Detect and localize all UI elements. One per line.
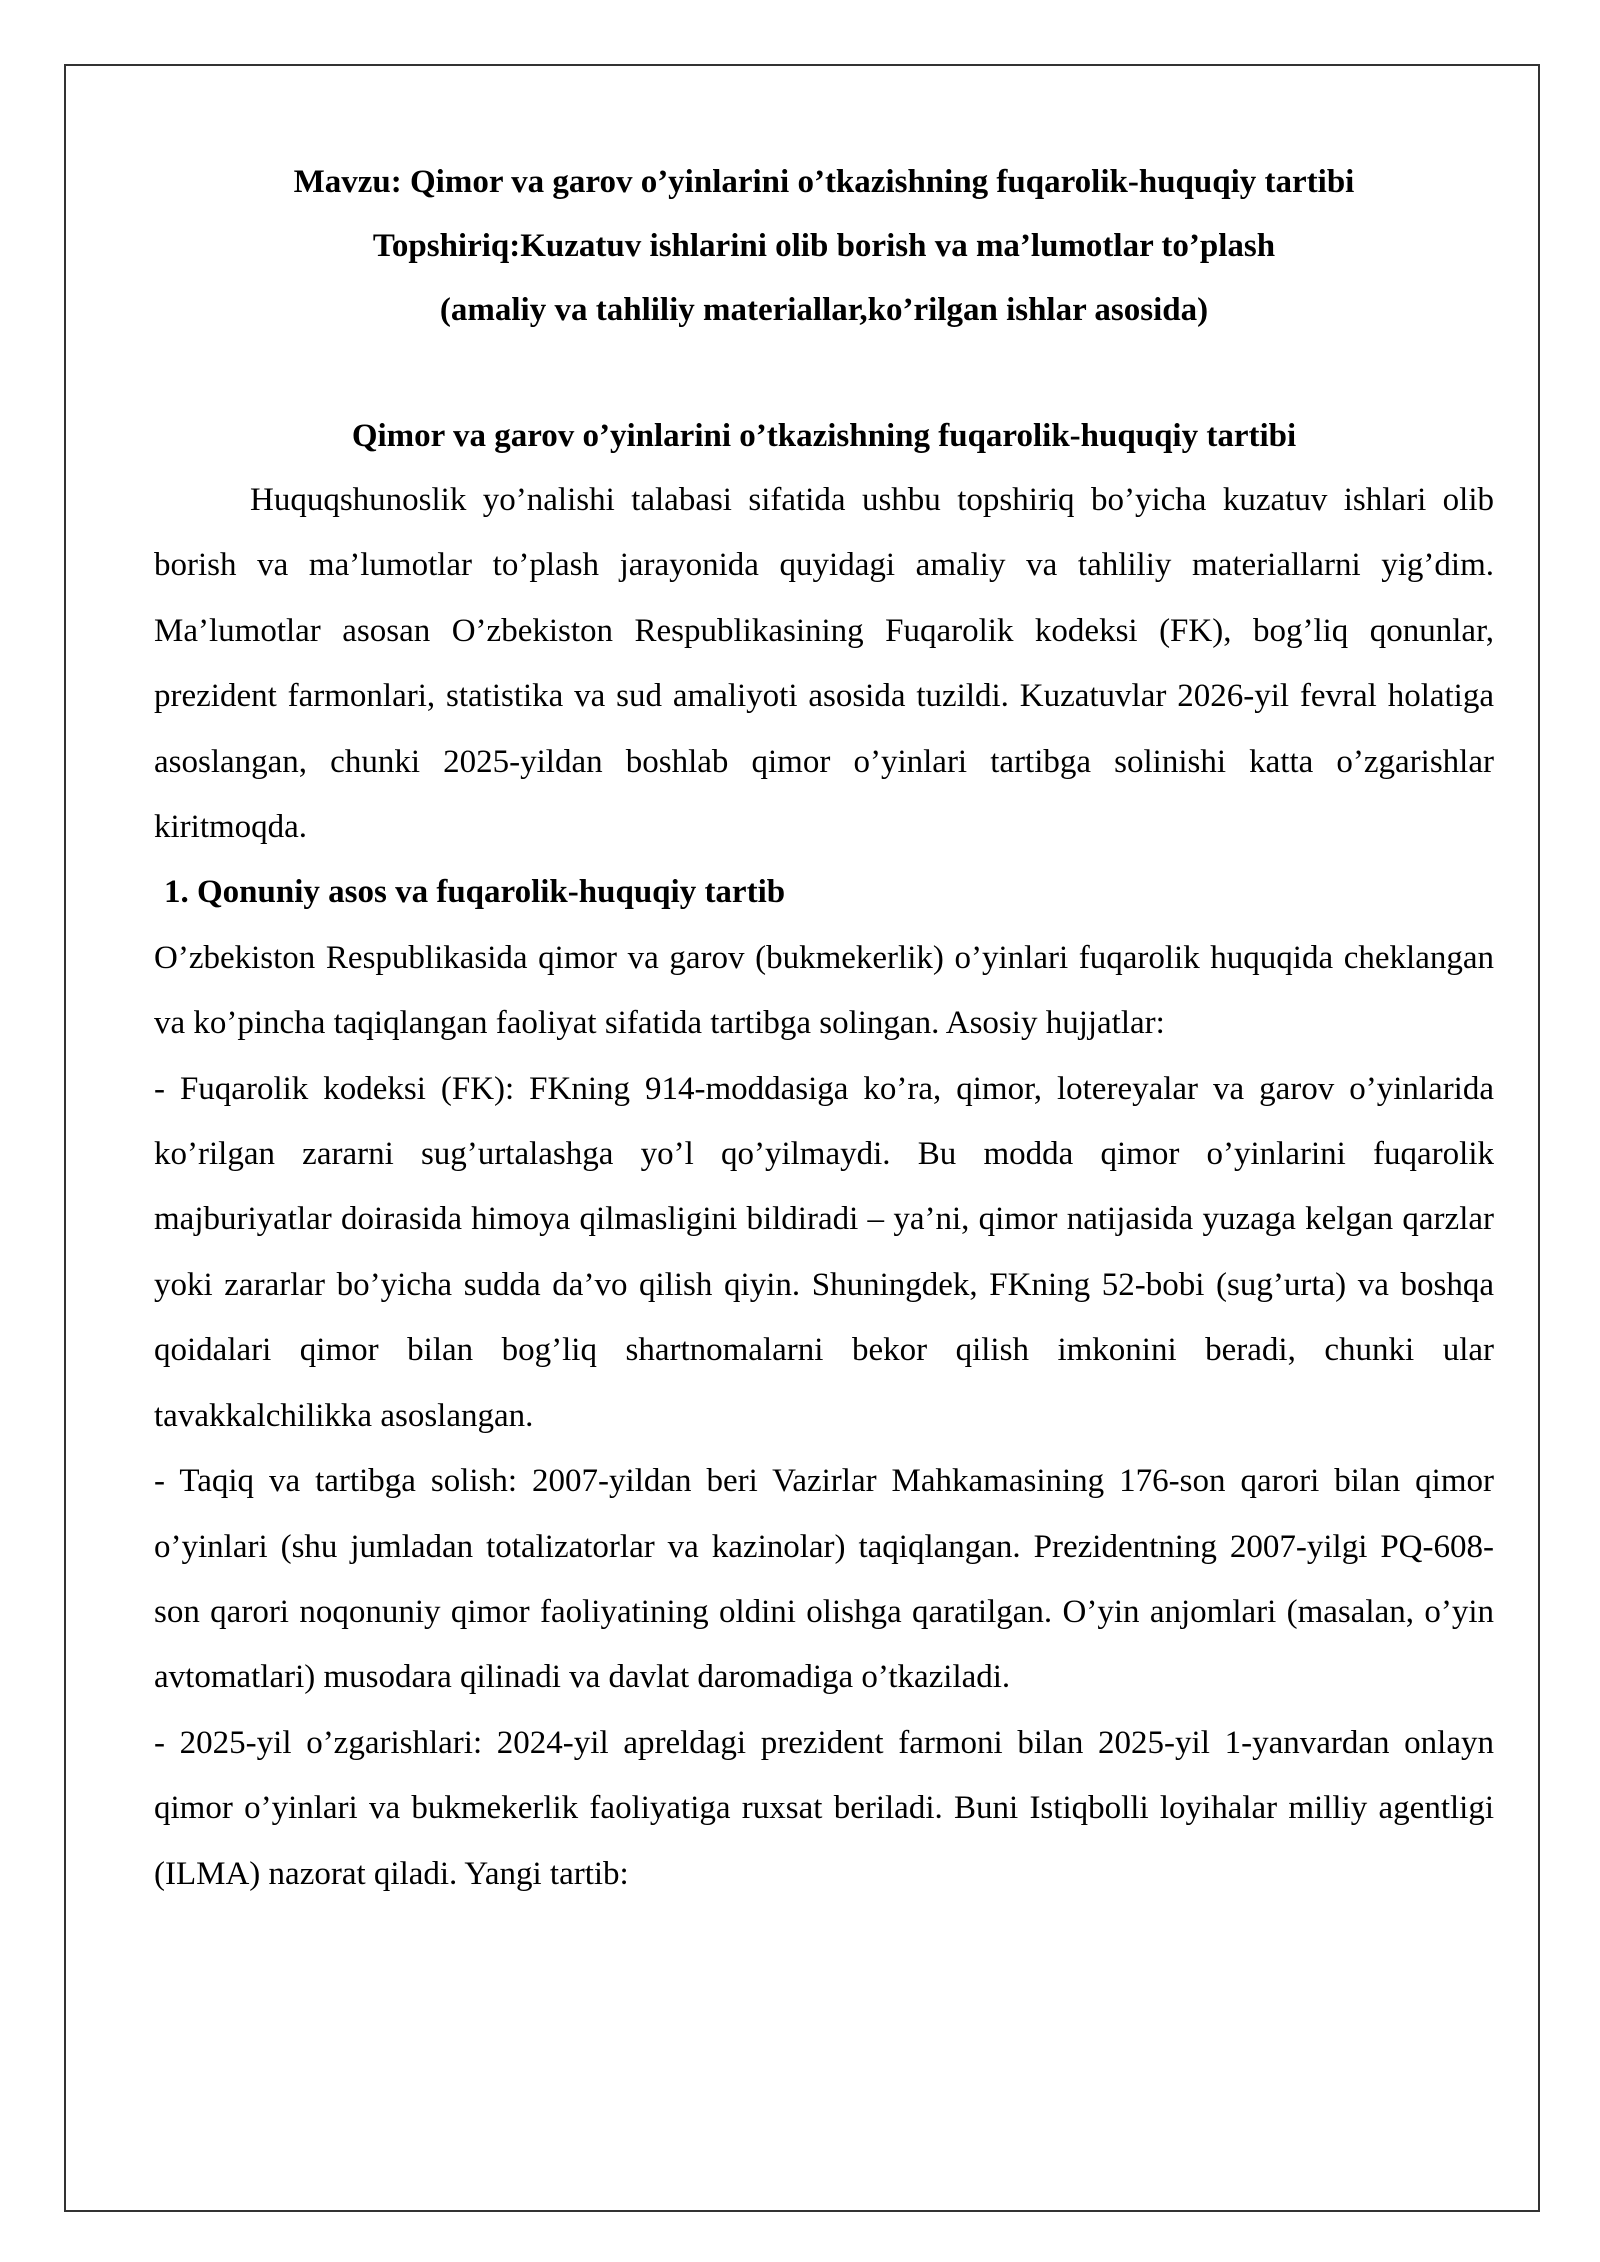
section-1-item-2025-changes: - 2025-yil o’zgarishlari: 2024-yil apreldagi prezident farmoni bilan 2025-yil 1-yanvardan onlayn qimor o’yinlari va bukmekerlik faoliyatiga ruxsat beriladi. Buni Istiqbolli loyihalar milliy agentligi (ILMA) nazorat qiladi. Yangi tartib:: [154, 1724, 1494, 1892]
section-1-title: 1. Qonuniy asos va fuqarolik-huquqiy tartib: [164, 874, 786, 911]
spacer: [154, 342, 1494, 404]
intro-paragraph: Huquqshunoslik yo’nalishi talabasi sifatida ushbu topshiriq bo’yicha kuzatuv ishlari olib borish va ma’lumotlar to’plash jarayonida quyidagi amaliy va tahliliy materiallarni yig’dim. Ma’lumotlar asosan O’zbekiston Respublikasining Fuqarolik kodeksi (FK), bog’liq qonunlar, prezident farmonlari, statistika va sud amaliyoti asosida tuzildi. Kuzatuvlar 2026-yil fevral holatiga asoslangan, chunki 2025-yildan boshlab qimor o’yinlari tartibga solinishi katta o’zgarishlar kiritmoqda.: [154, 482, 1494, 846]
document-body: [154, 150, 1494, 1907]
section-1-item-civil-code: - Fuqarolik kodeksi (FK): FKning 914-moddasiga ko’ra, qimor, lotereyalar va garov o’yinlarida ko’rilgan zararni sug’urtalashga yo’l qo’yilmaydi. Bu modda qimor o’yinlarini fuqarolik majburiyatlar doirasida himoya qilmasligini bildiradi – ya’ni, qimor natijasida yuzaga kelgan qarzlar yoki zararlar bo’yicha sudda da’vo qilish qiyin. Shuningdek, FKning 52-bobi (sug’urta) va boshqa qoidalari qimor bilan bog’liq shartnomalarni bekor qilish imkonini beradi, chunki ular tavakkalchilikka asoslangan.: [154, 1070, 1494, 1434]
main-title: Qimor va garov o’yinlarini o’tkazishning fuqarolik-huquqiy tartibi: [351, 418, 1297, 454]
basis-heading: (amaliy va tahliliy materiallar,ko’rilgan ishlar asosida): [439, 292, 1209, 328]
section-1-item-ban: - Taqiq va tartibga solish: 2007-yildan beri Vazirlar Mahkamasining 176-son qarori bilan qimor o’yinlari (shu jumladan totalizatorlar va kazinolar) taqiqlangan. Prezidentning 2007-yilgi PQ-608-son qarori noqonuniy qimor faoliyatining oldini olishga qaratilgan. O’yin anjomlari (masalan, o’yin avtomatlari) musodara qilinadi va davlat daromadiga o’tkaziladi.: [154, 1463, 1494, 1696]
topic-heading: Mavzu: Qimor va garov o’yinlarini o’tkazishning fuqarolik-huquqiy tartibi: [293, 164, 1355, 200]
task-heading: Topshiriq:Kuzatuv ishlarini olib borish va ma’lumotlar to’plash: [372, 228, 1276, 264]
section-1-lead: O’zbekiston Respublikasida qimor va garov (bukmekerlik) o’yinlari fuqarolik huquqida cheklangan va ko’pincha taqiqlangan faoliyat sifatida tartibga solingan. Asosiy hujjatlar:: [154, 939, 1494, 1042]
